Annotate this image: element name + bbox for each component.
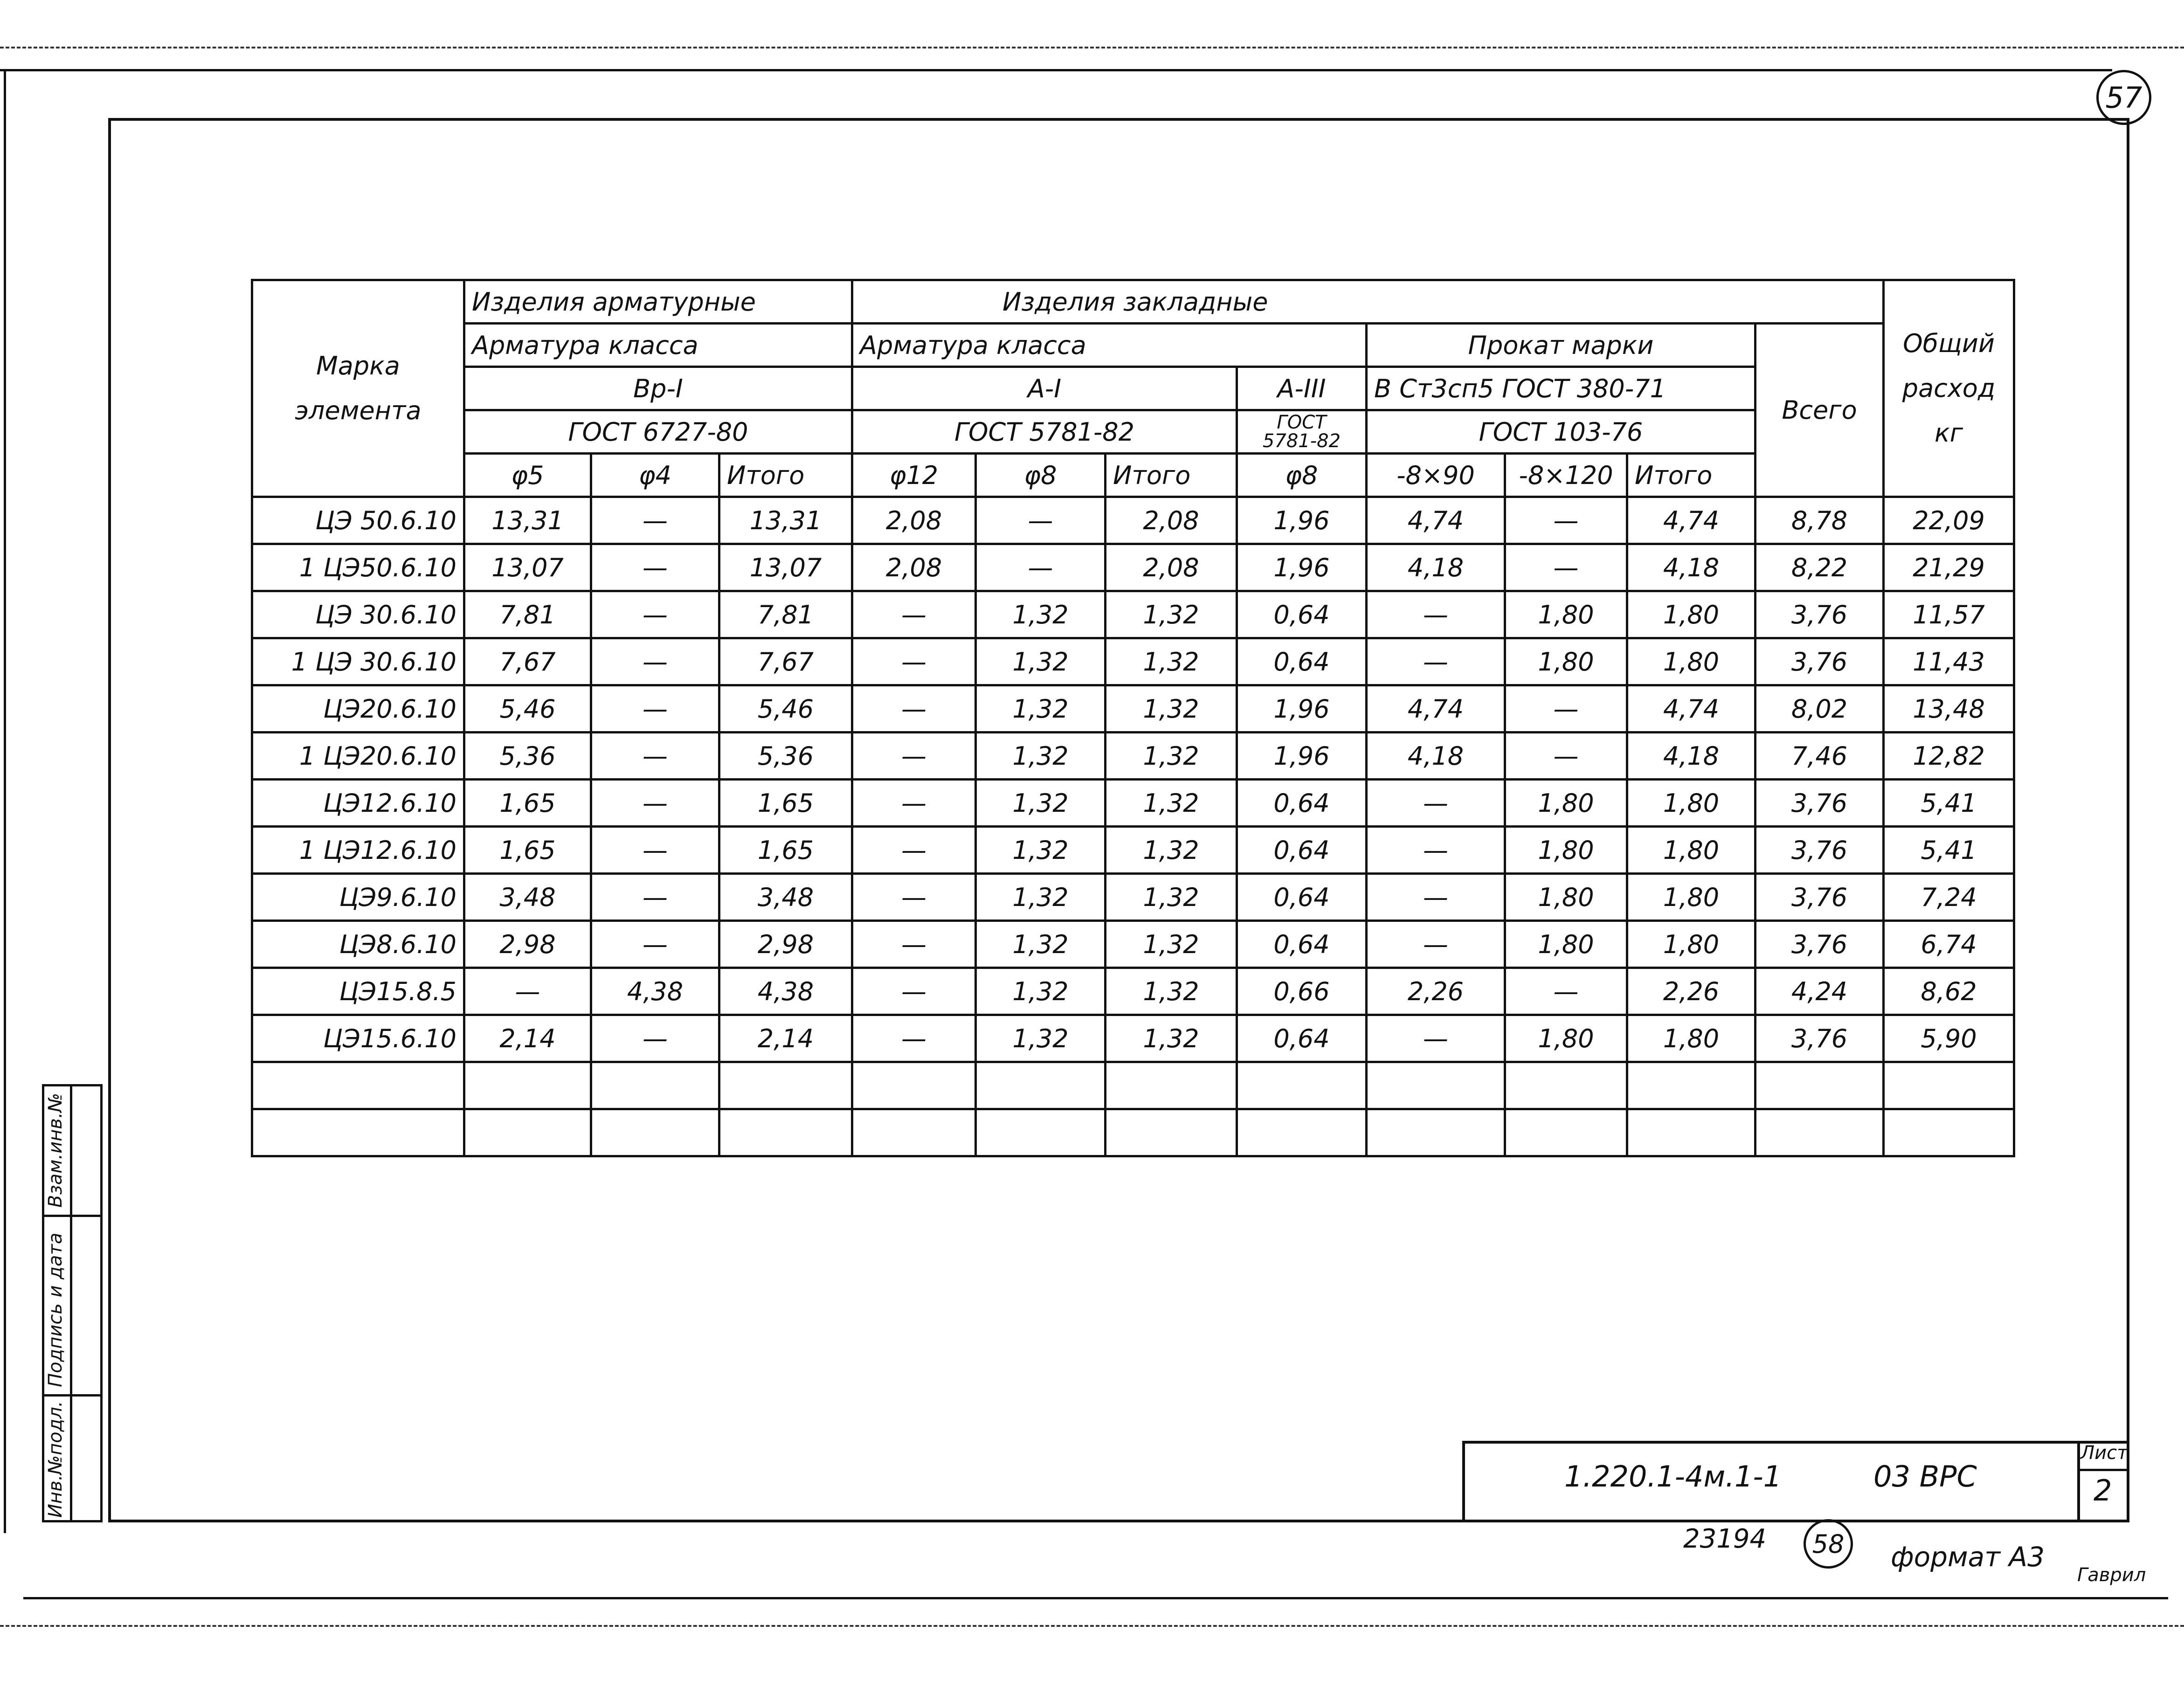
row-value: 1,80	[1505, 780, 1627, 827]
row-marka: ЦЭ 30.6.10	[252, 591, 464, 638]
row-value: 1,80	[1627, 827, 1755, 874]
row-value: —	[464, 968, 591, 1015]
row-value: 1,32	[976, 780, 1106, 827]
row-value: 5,46	[464, 685, 591, 733]
class-a1: А-I	[852, 367, 1237, 410]
stamp-podpis-data: Подпись и дата	[45, 1232, 66, 1387]
row-value: —	[1505, 497, 1627, 544]
row-value: 3,76	[1755, 874, 1884, 921]
row-marka: 1 ЦЭ20.6.10	[252, 733, 464, 780]
row-value: 1,80	[1627, 591, 1755, 638]
row-value: 1,96	[1237, 497, 1367, 544]
gost-a3-line1: ГОСТ	[1277, 412, 1327, 433]
table-row	[252, 1015, 2014, 1062]
row-value: 13,31	[719, 497, 852, 544]
row-value: —	[852, 1015, 976, 1062]
gost-a3-line2: 5781-82	[1262, 430, 1341, 452]
row-value: 1,32	[1106, 638, 1237, 685]
doc-code: 03 ВРС	[1873, 1459, 1977, 1493]
row-value: 3,76	[1755, 1015, 1884, 1062]
title-block	[1462, 1441, 2129, 1522]
col-vsego-header: Всего	[1755, 324, 1884, 497]
row-value: 12,82	[1884, 733, 2014, 780]
row-value: —	[1367, 591, 1505, 638]
row-marka: ЦЭ12.6.10	[252, 780, 464, 827]
row-value: 1,96	[1237, 544, 1367, 591]
row-value: 2,08	[852, 544, 976, 591]
row-value: 2,98	[719, 921, 852, 968]
obshchiy-label: Общий	[1903, 329, 1995, 358]
row-value: 4,74	[1627, 685, 1755, 733]
row-value: 1,32	[1106, 874, 1237, 921]
gost-5781-a3	[1237, 410, 1367, 454]
row-value: —	[591, 827, 719, 874]
row-value: 1,80	[1627, 780, 1755, 827]
col-header: Итого	[1106, 454, 1237, 497]
row-value: 1,32	[976, 968, 1106, 1015]
row-value: 8,62	[1884, 968, 2014, 1015]
row-value: 1,32	[1106, 685, 1237, 733]
col-header: φ5	[464, 454, 591, 497]
row-marka: ЦЭ8.6.10	[252, 921, 464, 968]
marka-label: Марка	[316, 351, 400, 380]
row-value: 1,32	[976, 874, 1106, 921]
row-value: 1,80	[1505, 591, 1627, 638]
row-value: 1,32	[976, 827, 1106, 874]
gost-5781: ГОСТ 5781-82	[852, 410, 1237, 454]
row-value: —	[591, 733, 719, 780]
row-value: 13,07	[464, 544, 591, 591]
row-value: 2,26	[1627, 968, 1755, 1015]
row-marka: ЦЭ9.6.10	[252, 874, 464, 921]
row-value: 5,41	[1884, 780, 2014, 827]
unit-label: кг	[1935, 418, 1963, 448]
row-value: —	[1505, 544, 1627, 591]
row-value: —	[852, 921, 976, 968]
row-value: 7,67	[719, 638, 852, 685]
row-value: 1,32	[1106, 827, 1237, 874]
row-value: 0,66	[1237, 968, 1367, 1015]
row-value: 8,78	[1755, 497, 1884, 544]
row-value: —	[1505, 685, 1627, 733]
row-value: —	[1505, 968, 1627, 1015]
row-value: 1,80	[1505, 1015, 1627, 1062]
list-number: 2	[2094, 1473, 2112, 1507]
stamp-vzam-inv: Взам.инв.№	[45, 1092, 66, 1208]
row-marka: ЦЭ15.8.5	[252, 968, 464, 1015]
top-cut-line	[0, 47, 2184, 48]
row-value: —	[852, 685, 976, 733]
row-value: 1,80	[1505, 638, 1627, 685]
circled-number-text: 58	[1812, 1529, 1845, 1559]
row-value: 3,76	[1755, 780, 1884, 827]
row-value: 0,64	[1237, 638, 1367, 685]
left-stamp-row2	[42, 1394, 103, 1397]
armaturnye-header: Изделия арматурные	[464, 280, 852, 324]
class-a3: А-III	[1237, 367, 1367, 410]
row-value: —	[976, 544, 1106, 591]
row-value: 1,65	[719, 780, 852, 827]
row-value: 7,46	[1755, 733, 1884, 780]
row-value: 1,32	[976, 591, 1106, 638]
row-value: —	[591, 1015, 719, 1062]
row-value: 3,48	[464, 874, 591, 921]
row-value: —	[852, 638, 976, 685]
col-header: Итого	[719, 454, 852, 497]
gost-103: ГОСТ 103-76	[1367, 410, 1755, 454]
row-value: —	[591, 780, 719, 827]
row-value: —	[852, 827, 976, 874]
row-value: 4,18	[1627, 733, 1755, 780]
row-value: 1,80	[1627, 874, 1755, 921]
col-header: -8×90	[1367, 454, 1505, 497]
row-value: 2,14	[464, 1015, 591, 1062]
row-value: 13,48	[1884, 685, 2014, 733]
col-header: φ12	[852, 454, 976, 497]
table-row	[252, 733, 2014, 780]
circled-number	[1804, 1519, 1853, 1569]
table-row	[252, 638, 2014, 685]
row-value: 7,81	[719, 591, 852, 638]
row-value: 4,18	[1367, 733, 1505, 780]
row-value: 1,65	[464, 827, 591, 874]
row-value: 5,41	[1884, 827, 2014, 874]
row-value: —	[852, 591, 976, 638]
row-value: 1,80	[1627, 921, 1755, 968]
row-value: 0,64	[1237, 827, 1367, 874]
row-value: 1,80	[1627, 1015, 1755, 1062]
row-value: 1,96	[1237, 685, 1367, 733]
row-value: 0,64	[1237, 591, 1367, 638]
row-value: —	[591, 921, 719, 968]
row-value: 5,36	[719, 733, 852, 780]
row-marka: ЦЭ 50.6.10	[252, 497, 464, 544]
row-marka: 1 ЦЭ12.6.10	[252, 827, 464, 874]
row-value: 2,08	[1106, 544, 1237, 591]
row-value: 1,32	[976, 638, 1106, 685]
row-value: 4,18	[1367, 544, 1505, 591]
table-row	[252, 497, 2014, 544]
row-value: —	[852, 780, 976, 827]
row-value: 1,80	[1505, 827, 1627, 874]
row-value: 7,24	[1884, 874, 2014, 921]
row-value: 6,74	[1884, 921, 2014, 968]
col-marka-header	[252, 280, 464, 497]
outer-frame-top	[0, 69, 2112, 71]
elementa-label: элемента	[295, 396, 422, 425]
format-label: формат А3	[1891, 1541, 2045, 1573]
table-row	[252, 827, 2014, 874]
row-value: —	[591, 497, 719, 544]
table-row	[252, 968, 2014, 1015]
sheet-number-circle	[2096, 70, 2151, 125]
row-value: 11,57	[1884, 591, 2014, 638]
row-value: —	[591, 544, 719, 591]
stamp-inv-podl: Инв.№подл.	[45, 1401, 66, 1518]
col-header: φ4	[591, 454, 719, 497]
row-value: —	[852, 968, 976, 1015]
row-value: —	[591, 638, 719, 685]
row-value: 13,07	[719, 544, 852, 591]
row-value: 4,74	[1367, 685, 1505, 733]
armatura-klassa-1: Арматура класса	[464, 324, 852, 367]
col-header: Итого	[1627, 454, 1755, 497]
row-value: 3,76	[1755, 591, 1884, 638]
row-value: —	[976, 497, 1106, 544]
row-marka: 1 ЦЭ50.6.10	[252, 544, 464, 591]
armatura-klassa-2: Арматура класса	[852, 324, 1367, 367]
steel-grade: В Ст3сп5 ГОСТ 380-71	[1367, 367, 1755, 410]
empty-row	[252, 1062, 2014, 1109]
row-value: 1,32	[1106, 921, 1237, 968]
row-value: 1,80	[1505, 921, 1627, 968]
row-value: 1,32	[976, 921, 1106, 968]
row-value: 1,80	[1505, 874, 1627, 921]
row-value: 0,64	[1237, 874, 1367, 921]
col-obshchiy-header	[1884, 280, 2014, 497]
row-value: 4,24	[1755, 968, 1884, 1015]
row-value: —	[852, 733, 976, 780]
list-label: Лист	[2080, 1442, 2128, 1464]
outer-frame-bottom	[23, 1597, 2168, 1599]
row-value: —	[1367, 638, 1505, 685]
table-row	[252, 591, 2014, 638]
row-value: —	[1367, 921, 1505, 968]
row-value: 7,67	[464, 638, 591, 685]
row-value: 2,14	[719, 1015, 852, 1062]
row-value: —	[1367, 827, 1505, 874]
left-stamp-divider	[70, 1084, 72, 1522]
col-header: φ8	[976, 454, 1106, 497]
col-header: -8×120	[1505, 454, 1627, 497]
row-value: 8,02	[1755, 685, 1884, 733]
row-value: 11,43	[1884, 638, 2014, 685]
row-value: 0,64	[1237, 921, 1367, 968]
row-value: 1,32	[1106, 780, 1237, 827]
row-value: 2,08	[852, 497, 976, 544]
row-value: —	[591, 591, 719, 638]
row-value: 13,31	[464, 497, 591, 544]
row-value: 22,09	[1884, 497, 2014, 544]
gost-6727: ГОСТ 6727-80	[464, 410, 852, 454]
row-value: 4,38	[591, 968, 719, 1015]
row-value: 0,64	[1237, 780, 1367, 827]
row-value: 3,48	[719, 874, 852, 921]
row-value: 2,08	[1106, 497, 1237, 544]
row-value: 1,32	[1106, 591, 1237, 638]
row-value: 2,98	[464, 921, 591, 968]
row-value: 1,32	[1106, 1015, 1237, 1062]
prokat-marki: Прокат марки	[1367, 324, 1755, 367]
row-value: 3,76	[1755, 638, 1884, 685]
row-value: 1,32	[976, 733, 1106, 780]
row-value: —	[1367, 780, 1505, 827]
row-marka: 1 ЦЭ 30.6.10	[252, 638, 464, 685]
designation: 1.220.1-4м.1-1	[1564, 1459, 1782, 1493]
row-value: 5,36	[464, 733, 591, 780]
row-value: 5,46	[719, 685, 852, 733]
col-header: φ8	[1237, 454, 1367, 497]
table-row	[252, 874, 2014, 921]
row-value: 2,26	[1367, 968, 1505, 1015]
row-value: 1,32	[976, 685, 1106, 733]
row-value: —	[591, 874, 719, 921]
spec-table	[251, 279, 2015, 1157]
zakladnye-header: Изделия закладные	[852, 280, 1884, 324]
table-row	[252, 921, 2014, 968]
row-value: —	[852, 874, 976, 921]
row-value: 8,22	[1755, 544, 1884, 591]
sheet-number: 57	[2105, 80, 2143, 115]
title-block-list-line	[2077, 1469, 2129, 1471]
raskhod-label: расход	[1902, 373, 1996, 403]
row-value: 1,65	[719, 827, 852, 874]
row-value: —	[1367, 1015, 1505, 1062]
row-value: —	[1367, 874, 1505, 921]
row-value: —	[1505, 733, 1627, 780]
row-value: 3,76	[1755, 827, 1884, 874]
signature: Гаврил	[2077, 1564, 2146, 1586]
row-value: 4,38	[719, 968, 852, 1015]
row-value: —	[591, 685, 719, 733]
row-value: 21,29	[1884, 544, 2014, 591]
outer-frame-left	[4, 69, 6, 1533]
row-value: 0,64	[1237, 1015, 1367, 1062]
row-value: 3,76	[1755, 921, 1884, 968]
row-value: 7,81	[464, 591, 591, 638]
table-row	[252, 780, 2014, 827]
row-value: 5,90	[1884, 1015, 2014, 1062]
bottom-cut-line	[0, 1625, 2184, 1627]
empty-row	[252, 1109, 2014, 1156]
row-value: 1,32	[1106, 968, 1237, 1015]
inv-number: 23194	[1683, 1524, 1767, 1554]
row-value: 1,32	[1106, 733, 1237, 780]
table-row	[252, 685, 2014, 733]
row-value: 1,80	[1627, 638, 1755, 685]
row-value: 1,96	[1237, 733, 1367, 780]
title-block-divider	[2077, 1441, 2080, 1522]
row-marka: ЦЭ15.6.10	[252, 1015, 464, 1062]
row-value: 4,74	[1367, 497, 1505, 544]
row-value: 1,65	[464, 780, 591, 827]
row-marka: ЦЭ20.6.10	[252, 685, 464, 733]
class-vr: Вр-I	[464, 367, 852, 410]
row-value: 1,32	[976, 1015, 1106, 1062]
table-row	[252, 544, 2014, 591]
row-value: 4,74	[1627, 497, 1755, 544]
left-stamp-row1	[42, 1215, 103, 1217]
row-value: 4,18	[1627, 544, 1755, 591]
